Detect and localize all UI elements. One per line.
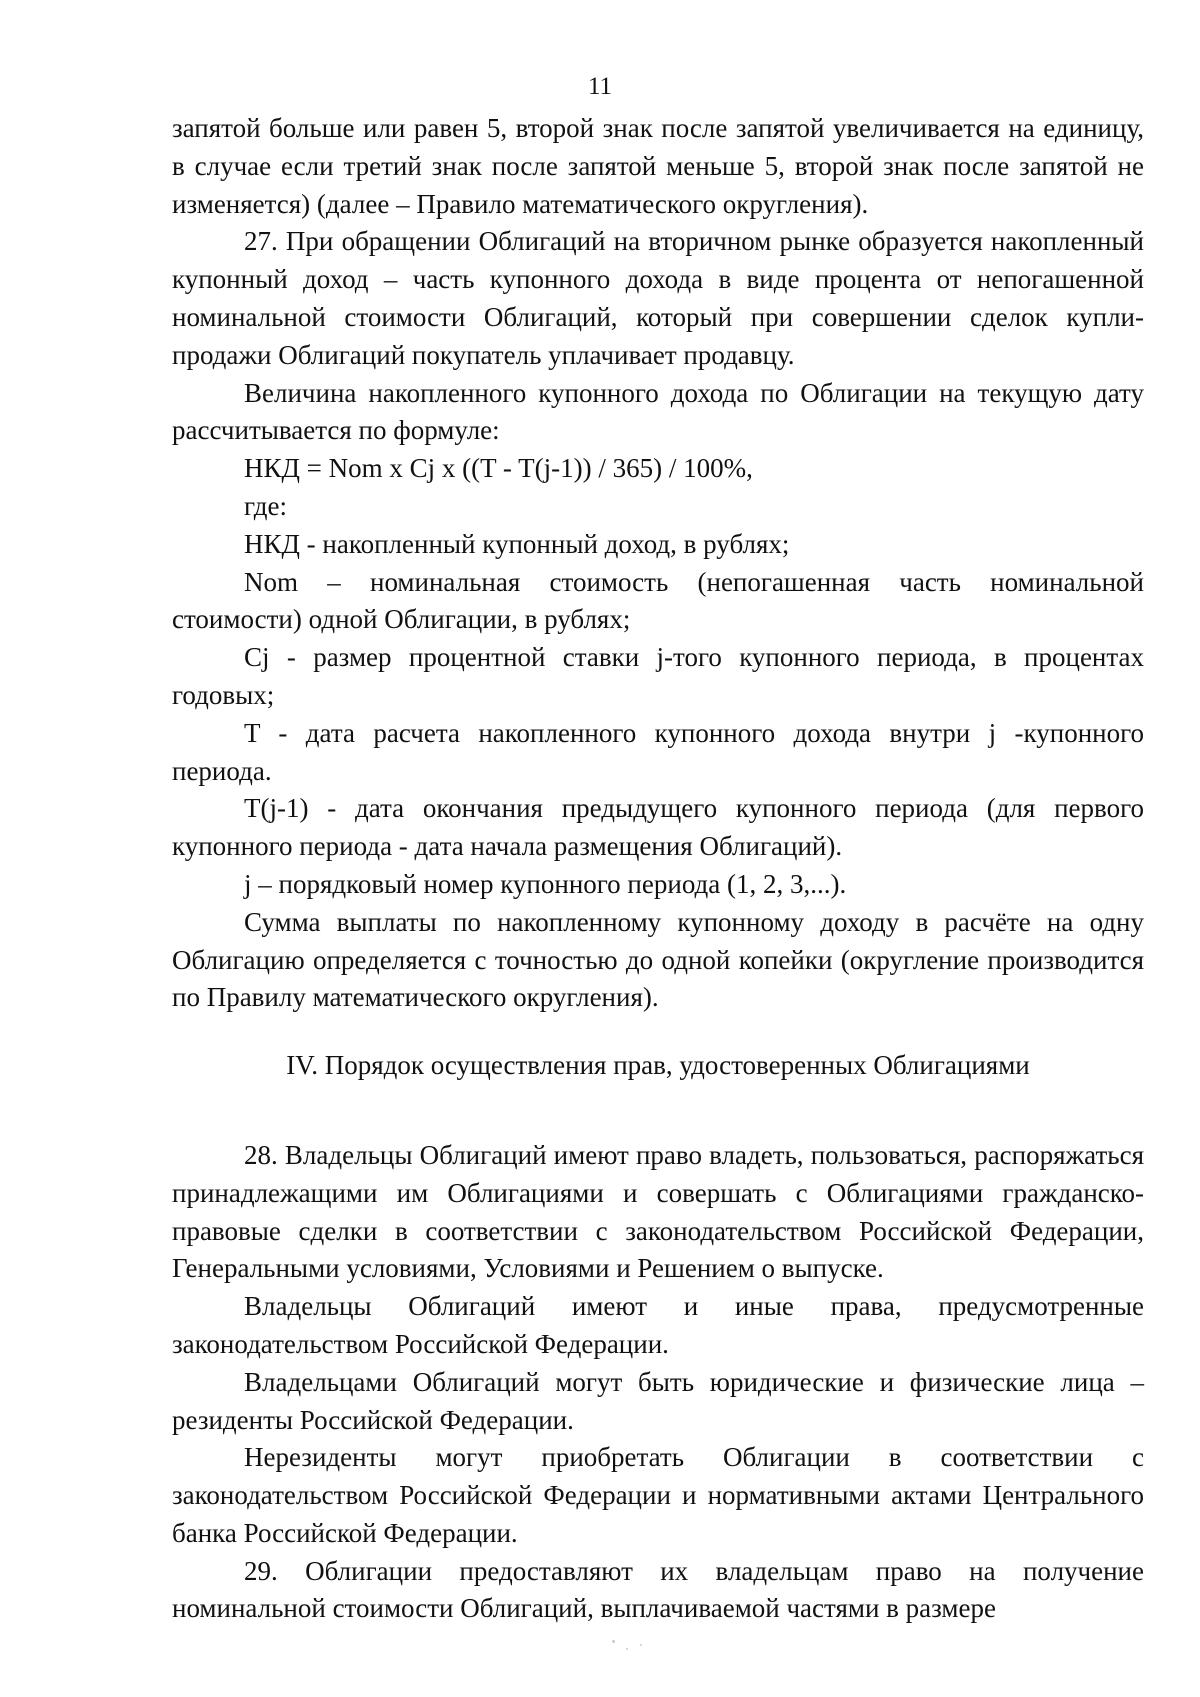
paragraph-payment-sum: Сумма выплаты по накопленному купонному доходу в расчёте на одну Облигацию определяется с точностью до одной копейки (округление производится по Правилу математического округления). [172,906,1144,1013]
definition-nom: Nom – номинальная стоимость (непогашенная часть номинальной стоимости) одной Облигации, в рублях; [172,566,1144,635]
document-body [172,110,1144,1628]
definition-t: T - дата расчета накопленного купонного дохода внутри j -купонного периода. [172,717,1144,786]
paragraph-nonresidents: Нерезиденты могут приобретать Облигации в соответствии с законодательством Российской Федерации и нормативными актами Центрального банка Российской Федерации. [172,1442,1144,1548]
definition-t-j-1: T(j-1) - дата окончания предыдущего купонного периода (для первого купонного периода - дата начала размещения Облигаций). [172,793,1144,862]
paragraph-other-rights: Владельцы Облигаций имеют и иные права, предусмотренные законодательством Российской Федерации. [172,1291,1144,1359]
definition-nkd: НКД - накопленный купонный доход, в рублях; [244,528,790,559]
paragraph-28: 28. Владельцы Облигаций имеют право владеть, пользоваться, распоряжаться принадлежащими им Облигациями и совершать с Облигациями гражданско-правовые сделки в соответствии с законодательством Российской Федерации, Генеральными условиями, Условиями и Решением о выпуске. [172,1139,1144,1284]
paragraph-owners: Владельцами Облигаций могут быть юридические и физические лица – резиденты Российской Федерации. [172,1366,1144,1435]
formula-nkd: НКД = Nom x Cj x ((T - T(j-1)) / 365) / 100%, [244,453,753,484]
page-number: 11 [587,73,613,100]
formula-where: где: [244,490,287,521]
scan-speck [640,1644,642,1646]
scan-speck [612,1640,615,1643]
paragraph-27: 27. При обращении Облигаций на вторичном рынке образуется накопленный купонный доход – часть купонного дохода в виде процента от непогашенной номинальной стоимости Облигаций, который при совершении сделок купли-продажи Облигаций покупатель уплачивает продавцу. [172,226,1144,370]
definition-j: j – порядковый номер купонного периода (1, 2, 3,...). [244,868,847,899]
paragraph-continuation: запятой больше или равен 5, второй знак после запятой увеличивается на единицу, в случае если третий знак после запятой меньше 5, второй знак после запятой не изменяется) (далее – Правило математического округления). [172,113,1144,219]
paragraph-accrued-value: Величина накопленного купонного дохода по Облигации на текущую дату рассчитывается по формуле: [172,377,1144,446]
definition-cj: Cj - размер процентной ставки j-того купонного периода, в процентах годовых; [172,642,1144,710]
section-iv-heading: IV. Порядок осуществления прав, удостоверенных Облигациями [286,1050,1030,1081]
paragraph-29: 29. Облигации предоставляют их владельцам право на получение номинальной стоимости Облигаций, выплачиваемой частями в размере [172,1555,1144,1624]
scan-speck [626,1648,628,1650]
